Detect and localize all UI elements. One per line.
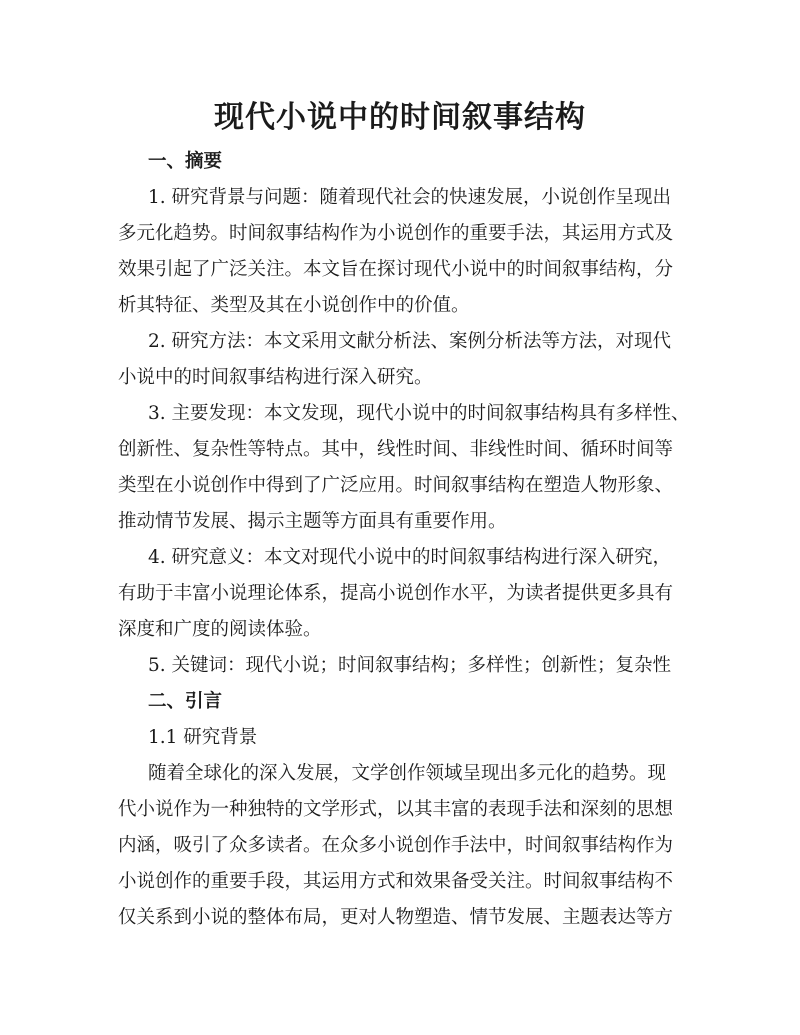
paragraph-line: 有助于丰富小说理论体系，提高小说创作水平，为读者提供更多具有 xyxy=(118,583,674,604)
paragraph-line: 4. 研究意义：本文对现代小说中的时间叙事结构进行深入研究， xyxy=(148,547,672,568)
paragraph-line: 创新性、复杂性等特点。其中，线性时间、非线性时间、循环时间等 xyxy=(118,439,674,460)
paragraph-line: 1. 研究背景与问题：随着现代社会的快速发展，小说创作呈现出 xyxy=(148,187,672,208)
paragraph-line: 析其特征、类型及其在小说创作中的价值。 xyxy=(118,295,470,316)
paragraph-line: 小说创作的重要手段，其运用方式和效果备受关注。时间叙事结构不 xyxy=(118,871,674,892)
paragraph-line: 3. 主要发现：本文发现，现代小说中的时间叙事结构具有多样性、 xyxy=(148,403,690,424)
paragraph-line: 类型在小说创作中得到了广泛应用。时间叙事结构在塑造人物形象、 xyxy=(118,475,674,496)
paragraph-line: 小说中的时间叙事结构进行深入研究。 xyxy=(118,367,433,388)
section-heading-abstract: 一、摘要 xyxy=(148,151,223,172)
document-title: 现代小说中的时间叙事结构 xyxy=(214,100,586,135)
paragraph-line: 多元化趋势。时间叙事结构作为小说创作的重要手法，其运用方式及 xyxy=(118,223,674,244)
paragraph-line: 推动情节发展、揭示主题等方面具有重要作用。 xyxy=(118,511,507,532)
paragraph-line: 代小说作为一种独特的文学形式，以其丰富的表现手法和深刻的思想 xyxy=(118,799,674,820)
paragraph-line: 深度和广度的阅读体验。 xyxy=(118,619,322,640)
paragraph-line: 2. 研究方法：本文采用文献分析法、案例分析法等方法，对现代 xyxy=(148,331,672,352)
paragraph-line: 随着全球化的深入发展，文学创作领域呈现出多元化的趋势。现 xyxy=(148,763,667,784)
paragraph-line: 内涵，吸引了众多读者。在众多小说创作手法中，时间叙事结构作为 xyxy=(118,835,674,856)
subsection-heading: 1.1 研究背景 xyxy=(148,727,258,748)
paragraph-line: 仅关系到小说的整体布局，更对人物塑造、情节发展、主题表达等方 xyxy=(118,907,674,928)
keywords-line: 5. 关键词：现代小说；时间叙事结构；多样性；创新性；复杂性 xyxy=(148,655,672,676)
paragraph-line: 效果引起了广泛关注。本文旨在探讨现代小说中的时间叙事结构，分 xyxy=(118,259,674,280)
section-heading-introduction: 二、引言 xyxy=(148,691,223,712)
